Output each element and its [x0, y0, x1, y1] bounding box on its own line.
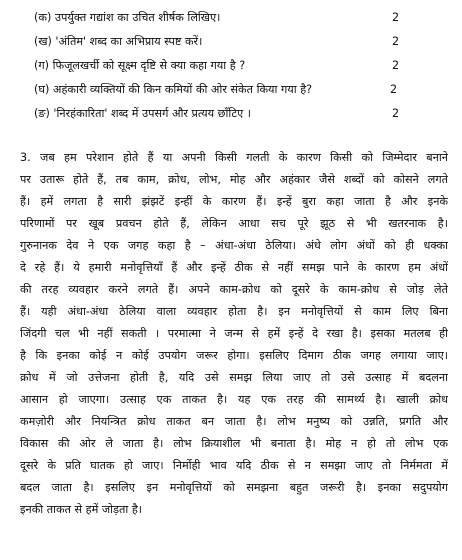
question-marks: 2: [390, 83, 398, 96]
passage-line: हैं। यही अंधा-अंधा ठेलिया वाला व्यवहार होता है। इन मनोवृत्तियों से काम लिए बिना: [20, 305, 448, 318]
question-row: [34, 54, 414, 78]
passage-line: 3. जब हम परेशान होते हैं या अपनी किसी गलती के कारण किसी को जिम्मेदार बनाने: [20, 151, 448, 164]
question-marks: 2: [392, 35, 400, 48]
question-marks: 2: [392, 107, 400, 120]
passage-line: है कि इनका कोई न कोई उपयोग जरूर होगा। इसलिए दिमाग ठीक जगह लगाया जाए।: [20, 349, 448, 362]
question-row: [34, 102, 414, 126]
question-text: (घ) अहंकारी व्यक्तियों की किन कमियों की ओर संकेत किया गया है?: [34, 83, 313, 96]
passage-line: गुरुनानक देव ने एक जगह कहा है – अंधा-अंधा ठेलिया। अंधे लोग अंधों को ही धक्का: [20, 239, 448, 252]
question-row: [34, 30, 414, 54]
passage-line: कमज़ोरी और नियन्त्रित क्रोध ताकत बन जाता है। लोभ मनुष्य को उन्नति, प्रगति और: [20, 415, 448, 428]
question-text: (ख) 'अंतिम' शब्द का अभिप्राय स्पष्ट करें।: [34, 35, 203, 48]
passage-line: क्रोध में जो उत्तेजना होती है, यदि उसे समझ लिया जाए तो उसे उत्साह में बदलना: [20, 371, 448, 384]
passage-line: बदल जाता है। इसलिए इन मनोवृत्तियों को समझना बहुत जरूरी है। इनका सदुपयोग: [20, 481, 448, 494]
passage-line: पर उतारू होते हैं, तब काम, क्रोध, लोभ, मोह और अहंकार जैसे शब्दों को कोसने लगते: [20, 173, 448, 186]
question-text: (ङ) 'निरहंकारिता' शब्द में उपसर्ग और प्रत्यय छाँटिए ।: [34, 107, 251, 120]
passage-line: परिणामों पर खूब प्रवचन होते हैं, लेकिन आधा सच पूरे झूठ से भी खतरनाक है।: [20, 217, 448, 230]
passage-line: दे रहे हैं। ये हमारी मनोवृत्तियाँ हैं और इन्हें ठीक से नहीं समझ पाने के कारण हम अंधों: [20, 261, 448, 274]
question-marks: 2: [392, 59, 400, 72]
question-row: [34, 6, 414, 30]
question-text: (क) उपर्युक्त गद्यांश का उचित शीर्षक लिखिए।: [34, 11, 221, 24]
passage-line: इनकी ताकत से हमें जोड़ता है।: [20, 503, 143, 516]
question-text: (ग) फिजूलखर्ची को सूक्ष्म दृष्टि से क्या कहा गया है ?: [34, 59, 246, 72]
passage: [20, 147, 448, 521]
passage-line: जिंदगी चल भी नहीं सकती । परमात्मा ने जन्म से हमें इन्हें दे रखा है। इसका मतलब ही: [20, 327, 448, 340]
question-marks: 2: [392, 11, 400, 24]
passage-line: की तरह व्यवहार करने लगते हैं। अपने काम-क्रोध को दूसरे के काम-क्रोध से जोड़ लेते: [20, 283, 448, 296]
passage-line: हैं। हमें लगता है सारी झंझटें इन्हीं के कारण हैं। इन्हें बुरा कहा जाता है और इनके: [20, 195, 448, 208]
passage-line: दूसरे के प्रति घातक हो जाए। निर्मोही भाव यदि ठीक से न समझा जाए तो निर्ममता में: [20, 459, 448, 472]
question-row: [34, 78, 414, 102]
passage-line: आसान हो जाएगा। उत्साह एक ताकत है। यह एक तरह की सामर्थ्य है। खाली क्रोध: [20, 393, 448, 406]
passage-line: विकास की ओर ले जाता है। लोभ क्रियाशील भी बनाता है। मोह न हो तो लोभ एक: [20, 437, 448, 450]
